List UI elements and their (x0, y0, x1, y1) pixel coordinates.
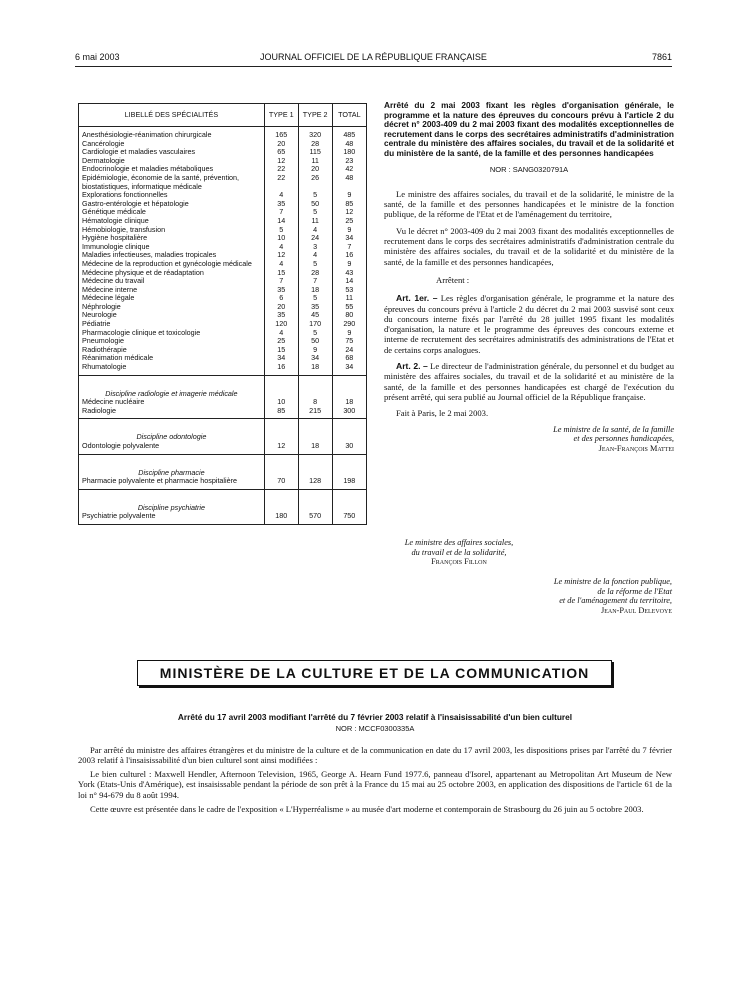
table-row (79, 346, 367, 355)
sig1-name: Jean-François Mattei (598, 443, 674, 453)
row-type2: 5 (298, 191, 332, 200)
row-type1: 14 (264, 217, 298, 226)
row-type2: 50 (298, 337, 332, 346)
sig2-role2: du travail et de la solidarité, (411, 547, 507, 557)
row-total: 34 (332, 234, 366, 243)
discipline-heading-row (79, 375, 367, 398)
row-label: Maladies infectieuses, maladies tropicales (79, 251, 265, 260)
row-label: Médecine interne (79, 286, 265, 295)
table-row (79, 226, 367, 235)
row-label: Gastro-entérologie et hépatologie (79, 200, 265, 209)
row-label: Hémobiologie, transfusion (79, 226, 265, 235)
table-row (79, 354, 367, 363)
art1-text: Les règles d'organisation générale, le programme et la nature des épreuves du concours prévu à l'article 2 du décret du 2 mai 2003 susvisé sont ceux du concours interne fixés par l'arrêté du 28 juillet 1995 fixant les modalités d'organisation, la nature et le programme des épreuves des concours externe et interne de recrutement des secrétaires administratifs des administrations de l'Etat et de certains corps analogues. (384, 293, 674, 355)
table-row (79, 131, 367, 140)
row-type2: 28 (298, 269, 332, 278)
signature-sante (384, 425, 674, 454)
row-type1: 16 (264, 363, 298, 375)
row-type2: 4 (298, 226, 332, 235)
arrete2-p3: Cette œuvre est présentée dans le cadre de l'exposition « L'Hyperréalisme » au musée d'art moderne et contemporain de Strasbourg du 26 juin au 5 octobre 2003. (90, 804, 644, 815)
row-type1: 4 (264, 260, 298, 269)
row-total: 55 (332, 303, 366, 312)
row-type1: 165 (264, 131, 298, 140)
row-label: Rhumatologie (79, 363, 265, 375)
arrete-concours (384, 101, 674, 459)
discipline-title: Discipline radiologie et imagerie médicale (79, 375, 265, 398)
table-header-row (79, 104, 367, 127)
row-total: 34 (332, 363, 366, 375)
sig3-role2: de la réforme de l'Etat (597, 586, 672, 596)
row-type1: 7 (264, 208, 298, 217)
row-type2: 115 (298, 148, 332, 157)
row-label: Médecine légale (79, 294, 265, 303)
table-row (79, 251, 367, 260)
table-row (79, 165, 367, 174)
row-type2: 11 (298, 217, 332, 226)
sig3-name: Jean-Paul Delevoye (601, 605, 672, 615)
page-header (75, 52, 672, 66)
table-row (79, 363, 367, 375)
row-label: Anesthésiologie-réanimation chirurgicale (79, 131, 265, 140)
sig1-role1: Le ministre de la santé, de la famille (553, 424, 674, 434)
row-total: 16 (332, 251, 366, 260)
row-total: 53 (332, 286, 366, 295)
table-row (79, 311, 367, 320)
row-total: 485 (332, 131, 366, 140)
row-type1: 35 (264, 286, 298, 295)
art2-text: Le directeur de l'administration générale, du personnel et du budget au ministère des affaires sociales, du travail et de la solidarité et au ministère de la santé, de la famille et des personnes handicapées est chargé de l'exécution du présent arrêté, qui sera publié au Journal officiel de la République française. (384, 361, 674, 402)
sig3-role3: et de l'aménagement du territoire, (559, 596, 672, 606)
row-total: 85 (332, 200, 366, 209)
row-label: Neurologie (79, 311, 265, 320)
discipline-heading-row (79, 454, 367, 477)
specialities-table (78, 103, 367, 525)
art1-label: Art. 1er. – (396, 293, 438, 304)
row-type2: 28 (298, 140, 332, 149)
table-row (79, 329, 367, 338)
sig2-name: François Fillon (431, 557, 487, 567)
row-label: Radiologie (79, 407, 265, 419)
row-type2: 7 (298, 277, 332, 286)
row-type1: 4 (264, 329, 298, 338)
row-label: Médecine nucléaire (79, 398, 265, 407)
row-type1: 35 (264, 200, 298, 209)
row-label: Cardiologie et maladies vasculaires (79, 148, 265, 157)
table-row (79, 294, 367, 303)
table-row (79, 174, 367, 191)
row-type1: 5 (264, 226, 298, 235)
row-type1: 12 (264, 442, 298, 454)
table-row (79, 234, 367, 243)
sig1-role2: et des personnes handicapées, (573, 434, 674, 444)
row-type1: 15 (264, 346, 298, 355)
table-row (79, 200, 367, 209)
row-type1: 22 (264, 174, 298, 191)
row-type2: 45 (298, 311, 332, 320)
row-label: Hématologie clinique (79, 217, 265, 226)
arrete2-p1: Par arrêté du ministre des affaires étrangères et du ministre de la culture et de la communication en date du 17 avril 2003, les dispositions prises par l'arrêté du 7 février 2003 relatif à l'insaisissabilité d'un bien culturel sont ainsi modifiées : (78, 744, 672, 765)
row-type2: 5 (298, 260, 332, 269)
signature-fonction-publique (440, 577, 672, 615)
row-type1: 180 (264, 512, 298, 524)
table-row (79, 208, 367, 217)
row-total: 25 (332, 217, 366, 226)
row-label: Psychiatrie polyvalente (79, 512, 265, 524)
row-type1: 120 (264, 320, 298, 329)
table-row (79, 512, 367, 524)
row-type2: 5 (298, 294, 332, 303)
col-header-total: TOTAL (332, 104, 366, 127)
row-total: 11 (332, 294, 366, 303)
row-total: 9 (332, 260, 366, 269)
table-row (79, 407, 367, 419)
art2-label: Art. 2. – (396, 361, 428, 372)
col-header-label: LIBELLÉ DES SPÉCIALITÉS (79, 104, 265, 127)
row-total: 42 (332, 165, 366, 174)
row-type2: 570 (298, 512, 332, 524)
row-label: Pneumologie (79, 337, 265, 346)
table-row (79, 157, 367, 166)
row-type1: 70 (264, 477, 298, 489)
row-label: Réanimation médicale (79, 354, 265, 363)
row-type2: 26 (298, 174, 332, 191)
table-row (79, 269, 367, 278)
table-row (79, 243, 367, 252)
header-rule (75, 66, 672, 67)
sig3-role1: Le ministre de la fonction publique, (553, 577, 672, 586)
table-row (79, 140, 367, 149)
row-type2: 5 (298, 329, 332, 338)
row-label: Médecine physique et de réadaptation (79, 269, 265, 278)
row-total: 68 (332, 354, 366, 363)
table-row (79, 337, 367, 346)
col-header-type1: TYPE 1 (264, 104, 298, 127)
row-total: 290 (332, 320, 366, 329)
row-total: 750 (332, 512, 366, 524)
row-type1: 35 (264, 311, 298, 320)
arrete1-arretent: Arrêtent : (436, 274, 470, 285)
table-row (79, 398, 367, 407)
arrete2-nor: NOR : MCCF0300335A (335, 724, 415, 734)
table-row (79, 477, 367, 489)
row-type1: 15 (264, 269, 298, 278)
row-label: Odontologie polyvalente (79, 442, 265, 454)
table-row (79, 303, 367, 312)
row-type1: 12 (264, 157, 298, 166)
ministry-banner: MINISTÈRE DE LA CULTURE ET DE LA COMMUNICATION (137, 660, 612, 686)
row-total: 80 (332, 311, 366, 320)
row-label: Radiothérapie (79, 346, 265, 355)
row-type2: 18 (298, 286, 332, 295)
row-type1: 4 (264, 243, 298, 252)
row-total: 24 (332, 346, 366, 355)
arrete1-vu: Vu le décret n° 2003-409 du 2 mai 2003 fixant des modalités exceptionnelles de recrutement dans le corps des secrétaires administratifs d'administration centrale du ministère des affaires sociales, du travail et de la solidarité et du ministère de la santé, de la famille et des personnes handicapées, (384, 225, 674, 267)
row-type2: 5 (298, 208, 332, 217)
arrete-bien-culturel (78, 712, 672, 818)
row-total: 23 (332, 157, 366, 166)
row-type2: 215 (298, 407, 332, 419)
table-row (79, 320, 367, 329)
discipline-heading-row (79, 419, 367, 442)
row-total: 75 (332, 337, 366, 346)
arrete1-nor: NOR : SANG0320791A (489, 164, 569, 174)
header-date: 6 mai 2003 (75, 52, 120, 62)
row-type2: 18 (298, 363, 332, 375)
row-type1: 10 (264, 234, 298, 243)
row-label: Pédiatrie (79, 320, 265, 329)
row-label: Immunologie clinique (79, 243, 265, 252)
row-total: 30 (332, 442, 366, 454)
arrete1-article2 (384, 361, 674, 402)
row-type1: 25 (264, 337, 298, 346)
row-label: Epidémiologie, économie de la santé, prévention, biostatistiques, informatique médicale (79, 174, 265, 191)
row-type2: 20 (298, 165, 332, 174)
arrete1-ministers: Le ministre des affaires sociales, du travail et de la solidarité, le ministre de la santé, de la famille et des personnes handicapées et le ministre de la fonction publique, de la réforme de l'Etat et de l'aménagement du territoire, (384, 188, 674, 220)
row-type1: 10 (264, 398, 298, 407)
table-row (79, 277, 367, 286)
row-type1: 20 (264, 303, 298, 312)
row-total: 43 (332, 269, 366, 278)
row-total: 48 (332, 140, 366, 149)
row-type2: 3 (298, 243, 332, 252)
row-type2: 24 (298, 234, 332, 243)
row-type2: 4 (298, 251, 332, 260)
discipline-title: Discipline odontologie (79, 419, 265, 442)
row-type2: 128 (298, 477, 332, 489)
arrete1-fait: Fait à Paris, le 2 mai 2003. (396, 408, 489, 419)
arrete2-title: Arrêté du 17 avril 2003 modifiant l'arrêté du 7 février 2003 relatif à l'insaisissabilité d'un bien culturel (177, 712, 573, 722)
row-label: Cancérologie (79, 140, 265, 149)
table-row (79, 286, 367, 295)
table-row (79, 260, 367, 269)
table-row (79, 191, 367, 200)
discipline-title: Discipline pharmacie (79, 454, 265, 477)
signature-affaires-sociales (384, 538, 534, 567)
row-total: 9 (332, 191, 366, 200)
row-total: 9 (332, 226, 366, 235)
row-type2: 35 (298, 303, 332, 312)
row-label: Médecine du travail (79, 277, 265, 286)
row-type1: 6 (264, 294, 298, 303)
row-type1: 12 (264, 251, 298, 260)
row-label: Explorations fonctionnelles (79, 191, 265, 200)
row-label: Endocrinologie et maladies métaboliques (79, 165, 265, 174)
discipline-title: Discipline psychiatrie (79, 489, 265, 512)
arrete2-p2: Le bien culturel : Maxwell Hendler, Afternoon Television, 1965, George A. Hearn Fund 1977.6, panneau d'Isorel, appartenant au Metropolitan Art Museum de New York (Etats-Unis d'Amérique), est insaisissable pendant la période de son prêt à la France du 15 mai au 25 octobre 2003, en application des dispositions de l'article 61 de la loi n° 94-679 du 8 août 1994. (78, 769, 672, 800)
row-total: 180 (332, 148, 366, 157)
row-type2: 34 (298, 354, 332, 363)
col-header-type2: TYPE 2 (298, 104, 332, 127)
row-label: Génétique médicale (79, 208, 265, 217)
row-total: 9 (332, 329, 366, 338)
row-type2: 9 (298, 346, 332, 355)
row-total: 12 (332, 208, 366, 217)
row-type1: 85 (264, 407, 298, 419)
table-row (79, 148, 367, 157)
row-type2: 50 (298, 200, 332, 209)
row-label: Néphrologie (79, 303, 265, 312)
row-type1: 22 (264, 165, 298, 174)
row-total: 300 (332, 407, 366, 419)
discipline-heading-row (79, 489, 367, 512)
row-label: Médecine de la reproduction et gynécologie médicale (79, 260, 265, 269)
row-label: Pharmacologie clinique et toxicologie (79, 329, 265, 338)
row-total: 7 (332, 243, 366, 252)
row-total: 18 (332, 398, 366, 407)
row-total: 14 (332, 277, 366, 286)
arrete1-article1 (384, 293, 674, 355)
table-row (79, 217, 367, 226)
row-type1: 7 (264, 277, 298, 286)
arrete1-title: Arrêté du 2 mai 2003 fixant les règles d'organisation générale, le programme et la nature des épreuves du concours prévu à l'article 2 du décret n° 2003-409 du 2 mai 2003 fixant des modalités exceptionnelles de recrutement dans le corps des secrétaires administratifs d'administration centrale du ministère des affaires sociales, du travail et de la solidarité et du ministère de la santé, de la famille et des personnes handicapées (384, 100, 674, 158)
row-type2: 170 (298, 320, 332, 329)
row-type1: 34 (264, 354, 298, 363)
row-total: 198 (332, 477, 366, 489)
row-label: Dermatologie (79, 157, 265, 166)
table-row (79, 442, 367, 454)
row-type1: 65 (264, 148, 298, 157)
table-body (79, 127, 367, 525)
row-label: Hygiène hospitalière (79, 234, 265, 243)
row-type2: 11 (298, 157, 332, 166)
header-page-number: 7861 (651, 52, 672, 62)
row-type2: 8 (298, 398, 332, 407)
row-label: Pharmacie polyvalente et pharmacie hospitalière (79, 477, 265, 489)
row-type2: 320 (298, 131, 332, 140)
row-type2: 18 (298, 442, 332, 454)
row-type1: 4 (264, 191, 298, 200)
row-total: 48 (332, 174, 366, 191)
header-journal-title: JOURNAL OFFICIEL DE LA RÉPUBLIQUE FRANÇAISE (260, 52, 487, 62)
row-type1: 20 (264, 140, 298, 149)
sig2-role1: Le ministre des affaires sociales, (404, 538, 514, 547)
